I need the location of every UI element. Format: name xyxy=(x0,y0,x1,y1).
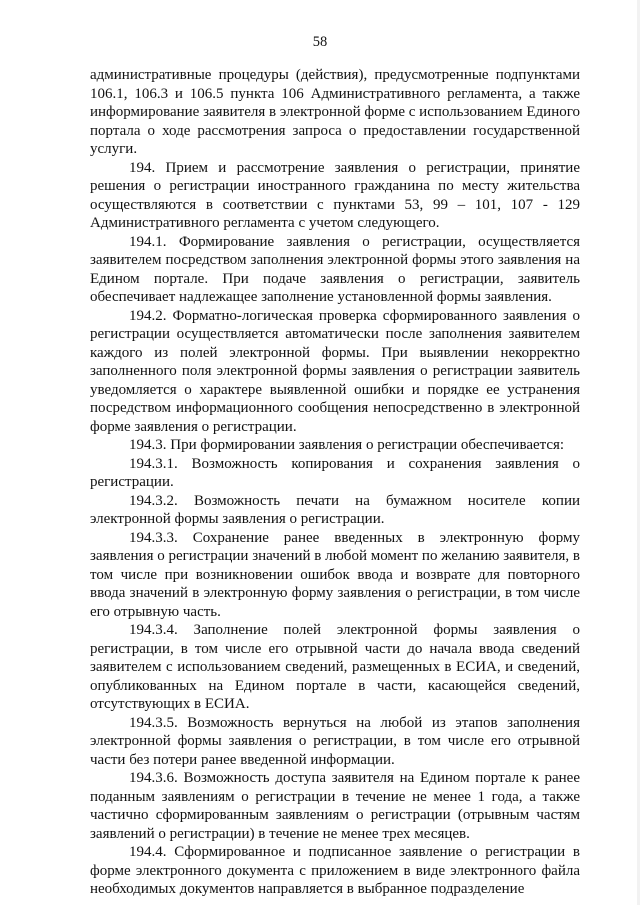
paragraph-194-3-6: 194.3.6. Возможность доступа заявителя на Едином портале к ранее поданным заявлениям о регистрации в течение не менее 1 года, а также частично сформированным заявлениям о регистрации (отрывным частям заявлений о регистрации) в течение не менее трех месяцев. xyxy=(90,770,580,842)
paragraph-194-2: 194.2. Форматно-логическая проверка сформированного заявления о регистрации осуществляется автоматически после заполнения заявителем каждого из полей электронной формы. При выявлении некорректно заполненного поля электронной формы заявления о регистрации заявитель уведомляется о характере выявленной ошибки и порядке ее устранения посредством информационного сообщения непосредственно в электронной форме заявления о регистрации. xyxy=(90,307,580,435)
paragraph-intro: административные процедуры (действия), предусмотренные подпунктами 106.1, 106.3 и 106.5 пункта 106 Административного регламента, а также информирование заявителя в электронной форме с использованием Единого портала о ходе рассмотрения запроса о предоставлении государственной услуги. xyxy=(90,67,580,157)
paragraph-194-3-4: 194.3.4. Заполнение полей электронной формы заявления о регистрации, в том числе его отрывной части до начала ввода сведений заявителем с использованием сведений, размещенных в ЕСИА, и сведений, опубликованных на Едином портале в части, касающейся сведений, отсутствующих в ЕСИА. xyxy=(90,622,580,712)
paragraph-194-1: 194.1. Формирование заявления о регистрации, осуществляется заявителем посредством заполнения электронной формы этого заявления на Едином портале. При подаче заявления о регистрации, заявитель обеспечивает надлежащее заполнение установленной формы заявления. xyxy=(90,233,580,305)
paragraph-194: 194. Прием и рассмотрение заявления о регистрации, принятие решения о регистрации иностранного гражданина по месту жительства осуществляются в соответствии с пунктами 53, 99 – 101, 107 - 129 Административного регламента с учетом следующего. xyxy=(90,159,580,231)
paragraph-194-3-2: 194.3.2. Возможность печати на бумажном носителе копии электронной формы заявления о регистрации. xyxy=(90,492,580,527)
paragraph-194-3: 194.3. При формировании заявления о регистрации обеспечивается: xyxy=(129,437,565,453)
page-number: 58 xyxy=(312,34,328,50)
paragraph-194-4: 194.4. Сформированное и подписанное заявление о регистрации в форме электронного документа с приложением в виде электронного файла необходимых документов направляется в выбранное подразделение xyxy=(90,844,580,897)
paragraph-194-3-1: 194.3.1. Возможность копирования и сохранения заявления о регистрации. xyxy=(90,455,580,490)
paragraph-194-3-5: 194.3.5. Возможность вернуться на любой из этапов заполнения электронной формы заявления о регистрации, в том числе его отрывной части без потери ранее введенной информации. xyxy=(90,714,580,768)
document-body xyxy=(90,66,580,899)
paragraph-194-3-3: 194.3.3. Сохранение ранее введенных в электронную форму заявления о регистрации значений в любой момент по желанию заявителя, в том числе при возникновении ошибок ввода и возврате для повторного ввода значений в электронную форму заявления о регистрации, в том числе его отрывную часть. xyxy=(90,529,580,620)
